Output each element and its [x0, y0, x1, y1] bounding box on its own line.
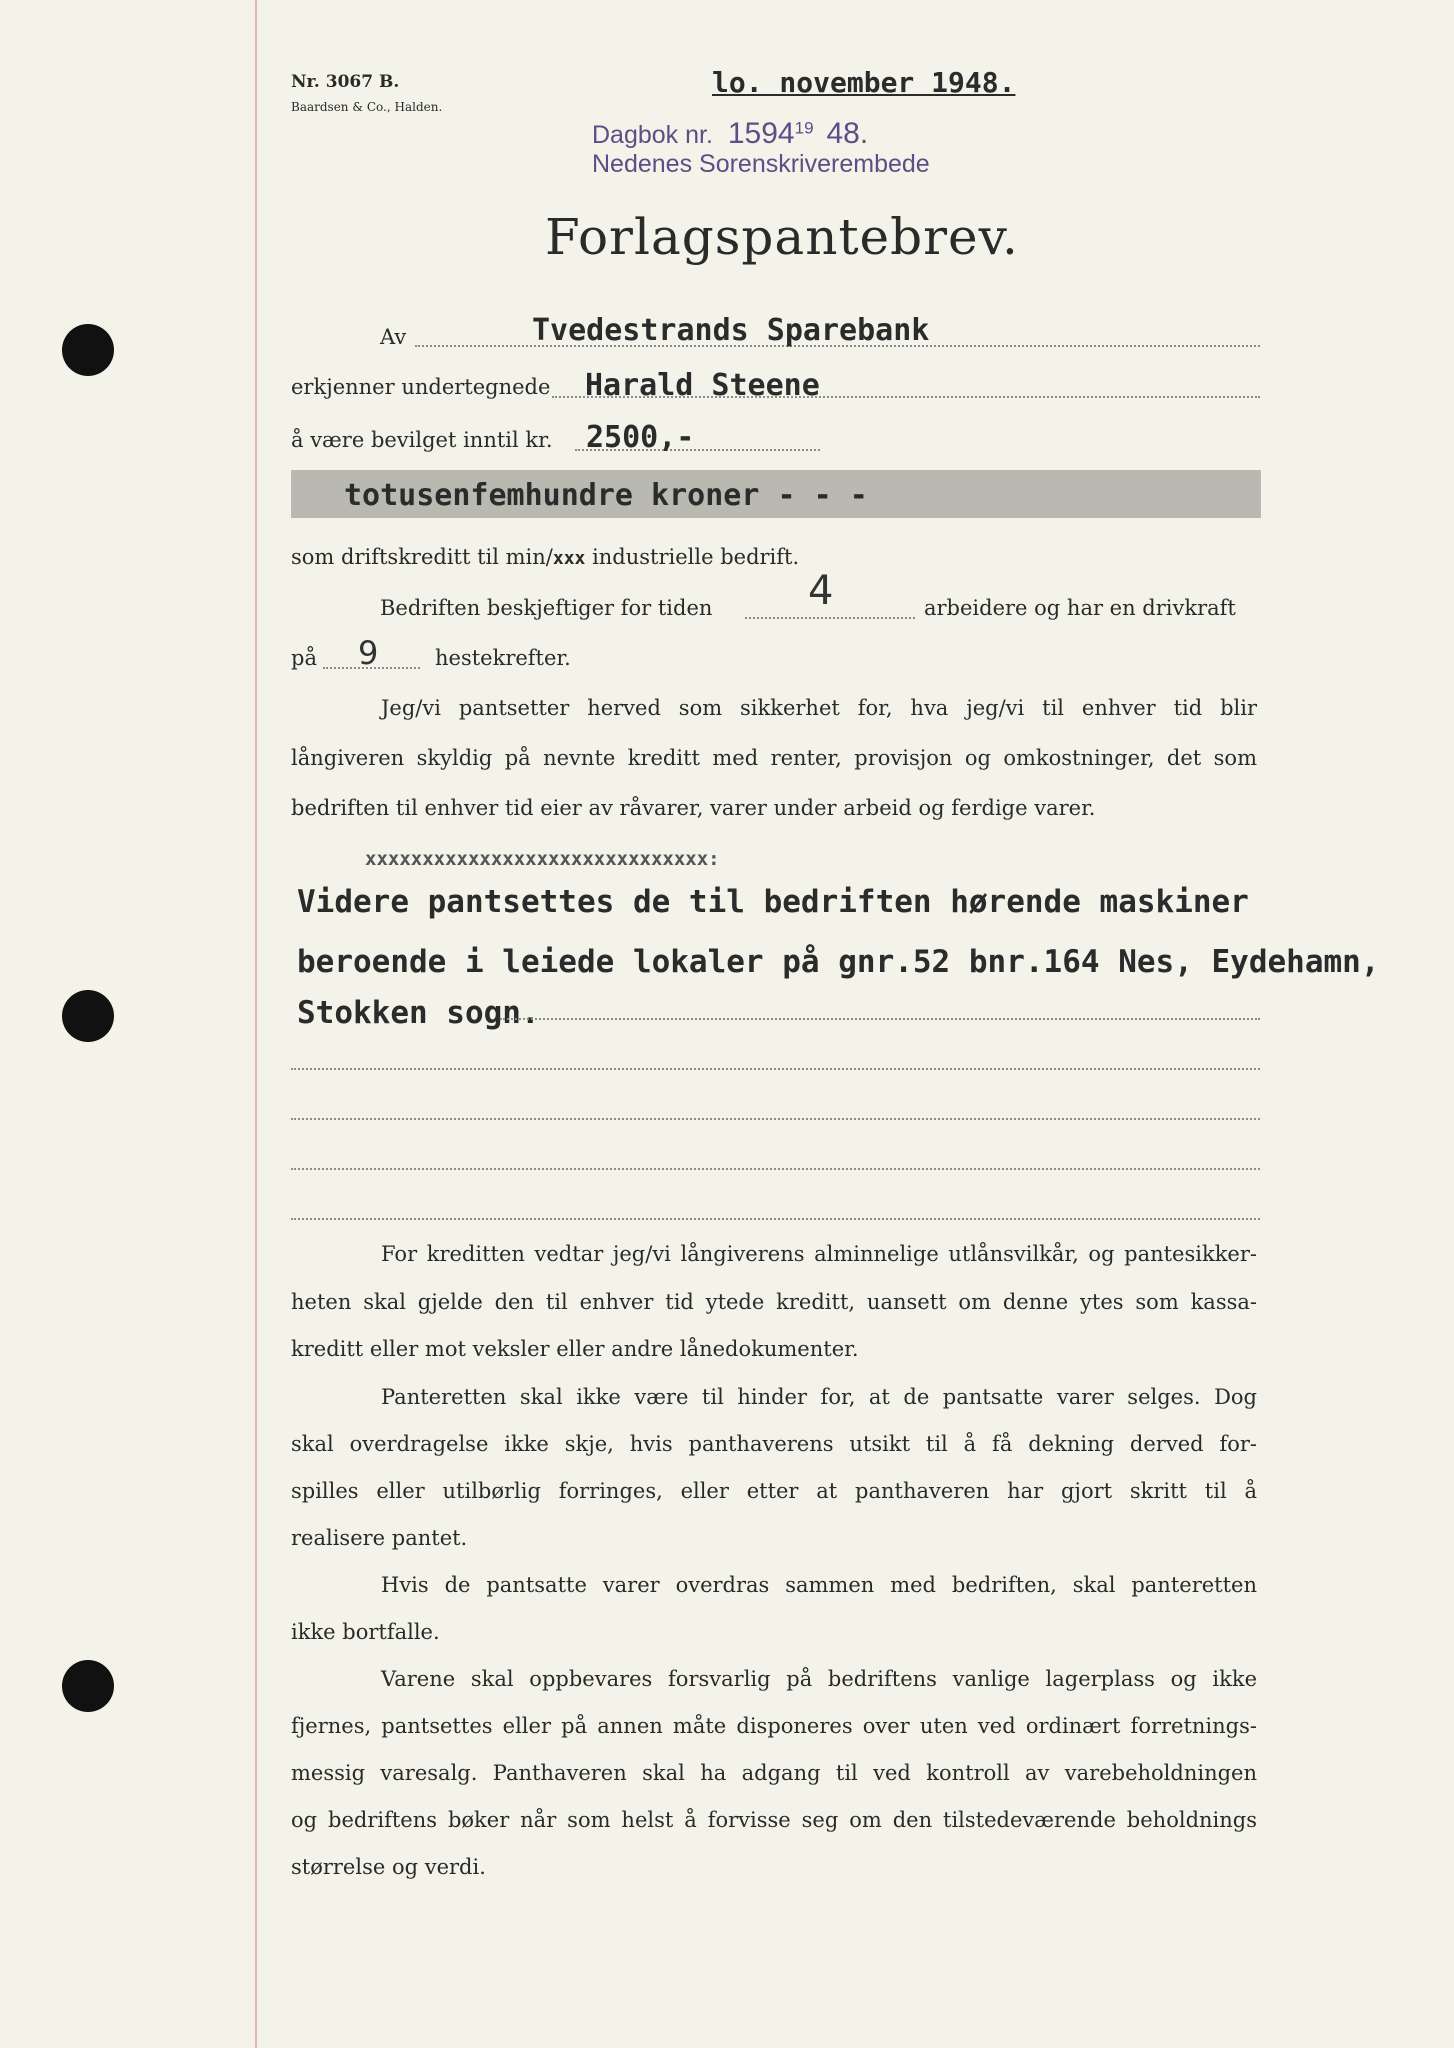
struck-line: xxxxxxxxxxxxxxxxxxxxxxxxxxxxxx: — [365, 848, 720, 870]
form-number: Nr. 3067 B. — [291, 72, 400, 92]
amount-words: totusenfemhundre kroner - - - — [344, 478, 868, 513]
pledge-line: Jeg/vi pantsetter herved som sikkerhet for, hva jeg/vi til enhver tid blir — [381, 696, 1257, 720]
borrower-name: Harald Steene — [585, 368, 820, 403]
stamp-office: Nedenes Sorenskriverembede — [592, 150, 930, 178]
horsepower: 9 — [358, 634, 379, 672]
av-label: Av — [380, 325, 407, 349]
terms-line: kreditt eller mot veksler eller andre lånedokumenter. — [291, 1337, 859, 1361]
dotted-line — [291, 1068, 1260, 1070]
dagbok-number: 1594 — [727, 117, 795, 150]
terms-line: spilles eller utilbørlig forringes, eller etter at panthaveren har gjort skritt til å — [291, 1479, 1257, 1503]
purpose-struck: xxx — [552, 548, 586, 569]
punch-hole — [62, 1660, 114, 1712]
amount-value: 2500,- — [586, 420, 695, 455]
pa-label: på — [291, 646, 317, 670]
punch-hole — [62, 324, 114, 376]
purpose-line — [291, 545, 799, 569]
lender-name: Tvedestrands Sparebank — [532, 313, 930, 348]
document-title: Forlagspantebrev. — [545, 208, 1019, 266]
erkjenner-label: erkjenner undertegnede — [291, 375, 551, 399]
printer: Baardsen & Co., Halden. — [291, 100, 443, 114]
workers-label: Bedriften beskjeftiger for tiden — [380, 596, 713, 620]
dotted-line — [500, 1018, 1260, 1020]
dagbok-label: Dagbok nr. — [592, 121, 713, 149]
purpose-text-b: industrielle bedrift. — [585, 545, 800, 569]
terms-line: realisere pantet. — [291, 1526, 468, 1550]
terms-line: ikke bortfalle. — [291, 1620, 440, 1644]
terms-line: Panteretten skal ikke være til hinder for, at de pantsatte varer selges. Dog — [381, 1385, 1257, 1409]
terms-line: Varene skal oppbevares forsvarlig på bedriftens vanlige lagerplass og ikke — [381, 1667, 1257, 1691]
margin-line — [255, 0, 257, 2048]
terms-line: fjernes, pantsettes eller på annen måte disponeres over uten ved ordinært forretnings- — [291, 1714, 1257, 1738]
punch-hole — [62, 990, 114, 1042]
workers-count: 4 — [808, 568, 834, 614]
terms-line: heten skal gjelde den til enhver tid ytede kreditt, uansett om denne ytes som kassa- — [291, 1290, 1257, 1314]
workers-suffix: arbeidere og har en drivkraft — [924, 596, 1236, 620]
terms-line: og bedriftens bøker når som helst å forvisse seg om den tilstedeværende beholdnings — [291, 1808, 1257, 1832]
clause-line: Videre pantsettes de til bedriften hørende maskiner — [297, 884, 1249, 920]
terms-line: messig varesalg. Panthaveren skal ha adgang til ved kontroll av varebeholdningen — [291, 1761, 1257, 1785]
hestekrefter-label: hestekrefter. — [435, 646, 571, 670]
clause-line: beroende i leiede lokaler på gnr.52 bnr.164 Nes, Eydehamn, — [297, 944, 1380, 980]
pledge-line: långiveren skyldig på nevnte kreditt med renter, provisjon og omkostninger, det som — [291, 746, 1257, 770]
purpose-text-a: som driftskreditt til min/ — [291, 545, 553, 569]
terms-line: For kreditten vedtar jeg/vi långiverens alminnelige utlånsvilkår, og pantesikker- — [381, 1242, 1257, 1266]
dotted-line — [291, 1218, 1260, 1220]
dagbok-century: 19 — [794, 118, 814, 138]
terms-line: skal overdragelse ikke skje, hvis panthaverens utsikt til å få dekning derved for- — [291, 1432, 1257, 1456]
stamp-dagbok — [592, 117, 868, 151]
pledge-line: bedriften til enhver tid eier av råvarer, varer under arbeid og ferdige varer. — [291, 796, 1096, 820]
clause-line: Stokken sogn. — [297, 995, 540, 1031]
dotted-line — [291, 1118, 1260, 1120]
terms-line: størrelse og verdi. — [291, 1855, 486, 1879]
dagbok-year: 48. — [826, 117, 869, 150]
terms-line: Hvis de pantsatte varer overdras sammen med bedriften, skal panteretten — [381, 1573, 1257, 1597]
date: lo. november 1948. — [712, 66, 1016, 99]
amount-label: å være bevilget inntil kr. — [291, 428, 553, 452]
dotted-line — [291, 1168, 1260, 1170]
dotted-line — [745, 617, 915, 619]
